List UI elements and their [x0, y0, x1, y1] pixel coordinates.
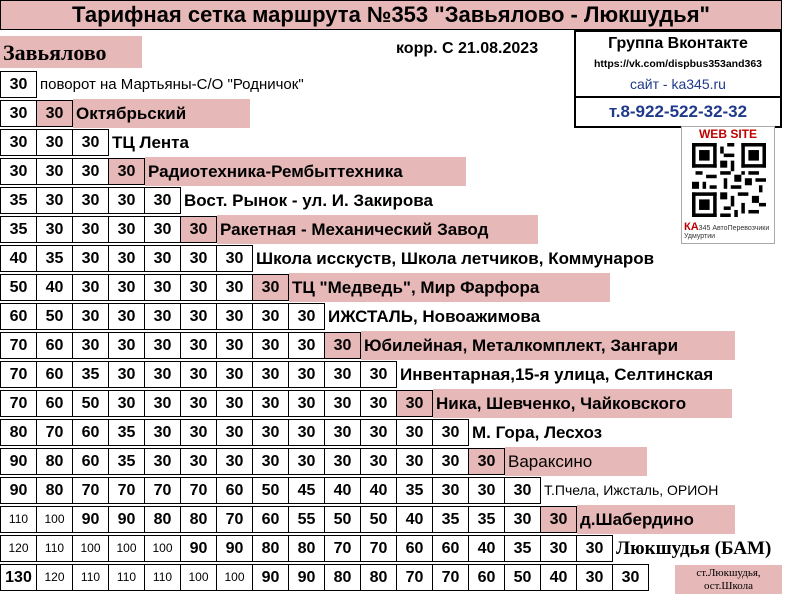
- fare-cell: 45: [288, 477, 325, 504]
- fare-cell: 30: [72, 129, 109, 156]
- fare-cell: 55: [288, 506, 325, 533]
- fare-cell: 30: [144, 245, 181, 272]
- phone-number: т.8-922-522-32-32: [608, 102, 748, 121]
- fare-cell: 30: [576, 535, 613, 562]
- fare-cell: 40: [540, 564, 577, 591]
- fare-cell: 30: [108, 158, 145, 185]
- fare-cell: 40: [0, 245, 37, 272]
- fare-cell: 30: [180, 303, 217, 330]
- fare-cell: 30: [144, 187, 181, 214]
- qr-code-icon: [692, 143, 766, 217]
- stop-name: Инвентарная,15-я улица, Селтинская: [400, 365, 714, 384]
- fare-cell: 30: [216, 332, 253, 359]
- fare-cell: 30: [432, 448, 469, 475]
- fare-cell: 90: [72, 506, 109, 533]
- fare-cell: 70: [108, 477, 145, 504]
- stop-name: Школа исскуств, Школа летчиков, Коммунаров: [256, 249, 655, 268]
- fare-cell: 110: [72, 564, 109, 591]
- fare-cell: 30: [0, 71, 37, 98]
- fare-cell: 80: [0, 419, 37, 446]
- fare-cell: 30: [144, 332, 181, 359]
- fare-cell: 30: [36, 100, 73, 127]
- fare-cell: 30: [144, 216, 181, 243]
- fare-cell: 30: [504, 506, 541, 533]
- fare-cell: 30: [180, 390, 217, 417]
- fare-cell: 40: [36, 274, 73, 301]
- fare-cell: 60: [72, 448, 109, 475]
- fare-cell: 30: [108, 332, 145, 359]
- fare-cell: 80: [36, 477, 73, 504]
- fare-cell: 30: [180, 216, 217, 243]
- fare-cell: 30: [324, 448, 361, 475]
- fare-cell: 30: [180, 245, 217, 272]
- fare-cell: 130: [0, 564, 37, 591]
- stop-name: Вост. Рынок - ул. И. Закирова: [184, 191, 433, 210]
- fare-cell: 30: [108, 361, 145, 388]
- fare-cell: 30: [576, 564, 613, 591]
- fare-cell: 80: [360, 564, 397, 591]
- fare-cell: 30: [252, 303, 289, 330]
- fare-cell: 50: [0, 274, 37, 301]
- qr-label: WEB SITE: [698, 127, 757, 141]
- fare-cell: 30: [72, 274, 109, 301]
- fare-cell: 30: [468, 448, 505, 475]
- fare-cell: 60: [36, 390, 73, 417]
- fare-cell: 80: [324, 564, 361, 591]
- fare-cell: 30: [180, 448, 217, 475]
- fare-cell: 30: [396, 390, 433, 417]
- fare-cell: 70: [396, 564, 433, 591]
- fare-cell: 50: [324, 506, 361, 533]
- fare-cell: 30: [216, 448, 253, 475]
- fare-cell: 30: [108, 390, 145, 417]
- fare-cell: 30: [324, 361, 361, 388]
- fare-cell: 100: [108, 535, 145, 562]
- fare-cell: 30: [108, 187, 145, 214]
- fare-cell: 30: [216, 245, 253, 272]
- fare-cell: 35: [396, 477, 433, 504]
- fare-cell: 30: [144, 419, 181, 446]
- stop-name: Ракетная - Механический Завод: [217, 215, 538, 244]
- fare-cell: 90: [288, 564, 325, 591]
- fare-cell: 70: [0, 390, 37, 417]
- fare-cell: 30: [252, 332, 289, 359]
- fare-cell: 90: [180, 535, 217, 562]
- fare-cell: 50: [72, 390, 109, 417]
- fare-cell: 30: [252, 390, 289, 417]
- vk-info-box: [574, 30, 782, 128]
- fare-cell: 30: [0, 100, 37, 127]
- fare-cell: 70: [0, 361, 37, 388]
- fare-cell: 60: [396, 535, 433, 562]
- fare-cell: 50: [252, 477, 289, 504]
- fare-cell: 30: [216, 361, 253, 388]
- fare-cell: 30: [216, 419, 253, 446]
- fare-cell: 30: [324, 332, 361, 359]
- fare-cell: 60: [252, 506, 289, 533]
- fare-cell: 35: [432, 506, 469, 533]
- stop-name: ИЖСТАЛЬ, Новоажимова: [328, 307, 541, 326]
- fare-cell: 30: [288, 448, 325, 475]
- fare-cell: 80: [252, 535, 289, 562]
- fare-cell: 100: [180, 564, 217, 591]
- fare-cell: 30: [432, 419, 469, 446]
- fare-cell: 80: [180, 506, 217, 533]
- fare-cell: 60: [432, 535, 469, 562]
- fare-cell: 35: [108, 419, 145, 446]
- fare-cell: 80: [36, 448, 73, 475]
- fare-cell: 90: [252, 564, 289, 591]
- stop-name: М. Гора, Лесхоз: [472, 423, 603, 442]
- fare-cell: 30: [396, 448, 433, 475]
- fare-cell: 30: [180, 274, 217, 301]
- fare-cell: 80: [288, 535, 325, 562]
- stop-name: Вараксино: [505, 447, 647, 476]
- stop-name: ТЦ "Медведь", Мир Фарфора: [289, 273, 610, 302]
- fare-cell: 35: [468, 506, 505, 533]
- fare-cell: 50: [504, 564, 541, 591]
- fare-cell: 30: [108, 216, 145, 243]
- fare-cell: 90: [216, 535, 253, 562]
- qr-code-box: [681, 126, 775, 244]
- fare-cell: 110: [0, 506, 37, 533]
- fare-cell: 30: [468, 477, 505, 504]
- fare-cell: 70: [0, 332, 37, 359]
- fare-cell: 30: [252, 274, 289, 301]
- fare-cell: 30: [288, 361, 325, 388]
- fare-cell: 35: [36, 245, 73, 272]
- fare-cell: 60: [468, 564, 505, 591]
- origin-stop: Завьялово: [0, 36, 142, 68]
- fare-cell: 30: [216, 274, 253, 301]
- fare-cell: 100: [216, 564, 253, 591]
- fare-cell: 30: [108, 303, 145, 330]
- fare-cell: 35: [108, 448, 145, 475]
- fare-cell: 70: [36, 419, 73, 446]
- fare-cell: 90: [108, 506, 145, 533]
- fare-cell: 30: [72, 187, 109, 214]
- fare-cell: 70: [324, 535, 361, 562]
- fare-cell: 30: [72, 303, 109, 330]
- fare-cell: 30: [144, 448, 181, 475]
- fare-cell: 30: [252, 419, 289, 446]
- fare-cell: 30: [396, 419, 433, 446]
- fare-cell: 30: [540, 535, 577, 562]
- fare-cell: 30: [360, 361, 397, 388]
- fare-cell: 30: [360, 419, 397, 446]
- fare-cell: 40: [468, 535, 505, 562]
- fare-cell: 70: [432, 564, 469, 591]
- fare-cell: 70: [216, 506, 253, 533]
- fare-cell: 30: [144, 274, 181, 301]
- fare-cell: 30: [144, 303, 181, 330]
- fare-cell: 50: [360, 506, 397, 533]
- fare-cell: 30: [612, 564, 649, 591]
- fare-cell: 60: [72, 419, 109, 446]
- stop-name: Ника, Шевченко, Чайковского: [433, 389, 732, 418]
- fare-cell: 30: [108, 245, 145, 272]
- fare-cell: 70: [144, 477, 181, 504]
- fare-cell: 110: [108, 564, 145, 591]
- fare-cell: 30: [36, 129, 73, 156]
- fare-cell: 30: [288, 419, 325, 446]
- fare-cell: 30: [216, 303, 253, 330]
- fare-cell: 30: [504, 477, 541, 504]
- fare-cell: 30: [36, 158, 73, 185]
- fare-cell: 70: [180, 477, 217, 504]
- fare-cell: 90: [0, 477, 37, 504]
- vk-group-title: Группа Вконтакте: [608, 35, 748, 52]
- fare-cell: 60: [216, 477, 253, 504]
- fare-cell: 30: [252, 361, 289, 388]
- stop-name: поворот на Мартьяны-С/О "Родничок": [40, 76, 304, 93]
- fare-cell: 100: [36, 506, 73, 533]
- fare-cell: 50: [36, 303, 73, 330]
- fare-cell: 80: [144, 506, 181, 533]
- fare-cell: 30: [144, 361, 181, 388]
- fare-cell: 30: [288, 332, 325, 359]
- fare-cell: 110: [144, 564, 181, 591]
- fare-cell: 30: [180, 332, 217, 359]
- fare-cell: 40: [360, 477, 397, 504]
- stop-name: Юбилейная, Металкомплект, Зангари: [361, 331, 735, 360]
- fare-cell: 30: [360, 448, 397, 475]
- fare-cell: 30: [216, 390, 253, 417]
- fare-cell: 35: [0, 187, 37, 214]
- fare-cell: 30: [36, 187, 73, 214]
- fare-cell: 30: [180, 361, 217, 388]
- fare-cell: 30: [288, 390, 325, 417]
- fare-cell: 35: [72, 361, 109, 388]
- fare-cell: 30: [72, 332, 109, 359]
- fare-cell: 110: [36, 535, 73, 562]
- site-link[interactable]: сайт - ka345.ru: [630, 76, 726, 92]
- fare-cell: 35: [0, 216, 37, 243]
- fare-cell: 100: [72, 535, 109, 562]
- stop-name: Октябрьский: [73, 99, 250, 128]
- fare-cell: 30: [540, 506, 577, 533]
- fare-cell: 30: [288, 303, 325, 330]
- company-logo: КА345 АвтоПеревозчики Удмуртии: [684, 221, 770, 240]
- fare-cell: 40: [324, 477, 361, 504]
- stop-name: Т.Пчела, Ижсталь, ОРИОН: [544, 482, 719, 498]
- fare-cell: 30: [0, 158, 37, 185]
- fare-cell: 30: [72, 158, 109, 185]
- fare-cell: 120: [36, 564, 73, 591]
- divider: [576, 96, 780, 98]
- fare-cell: 30: [36, 216, 73, 243]
- fare-cell: 60: [0, 303, 37, 330]
- fare-cell: 30: [0, 129, 37, 156]
- page-title: Тарифная сетка маршрута №353 "Завьялово - Люкшудья": [0, 0, 782, 30]
- fare-cell: 30: [432, 477, 469, 504]
- fare-cell: 30: [72, 216, 109, 243]
- fare-cell: 60: [36, 332, 73, 359]
- fare-cell: 30: [72, 245, 109, 272]
- fare-cell: 30: [252, 448, 289, 475]
- fare-cell: 70: [360, 535, 397, 562]
- stop-name: Люкшудья (БАМ): [616, 538, 772, 559]
- fare-cell: 30: [360, 390, 397, 417]
- fare-cell: 40: [396, 506, 433, 533]
- fare-cell: 30: [324, 419, 361, 446]
- correction-date: корр. С 21.08.2023: [396, 40, 539, 57]
- stop-name: ТЦ Лента: [112, 133, 189, 152]
- fare-cell: 30: [180, 419, 217, 446]
- stop-name: д.Шабердино: [577, 505, 735, 534]
- fare-cell: 35: [504, 535, 541, 562]
- fare-cell: 60: [36, 361, 73, 388]
- fare-cell: 70: [72, 477, 109, 504]
- fare-cell: 90: [0, 448, 37, 475]
- last-stop-label: [675, 565, 782, 594]
- last-stop-line2: ост.Школа: [704, 580, 753, 592]
- vk-url[interactable]: https://vk.com/dispbus353and363: [593, 58, 763, 70]
- fare-cell: 30: [144, 390, 181, 417]
- fare-cell: 120: [0, 535, 37, 562]
- last-stop-line1: ст.Люкшудья,: [696, 567, 761, 579]
- fare-cell: 100: [144, 535, 181, 562]
- fare-cell: 30: [324, 390, 361, 417]
- fare-cell: 30: [108, 274, 145, 301]
- stop-name: Радиотехника-Рембыттехника: [145, 157, 466, 186]
